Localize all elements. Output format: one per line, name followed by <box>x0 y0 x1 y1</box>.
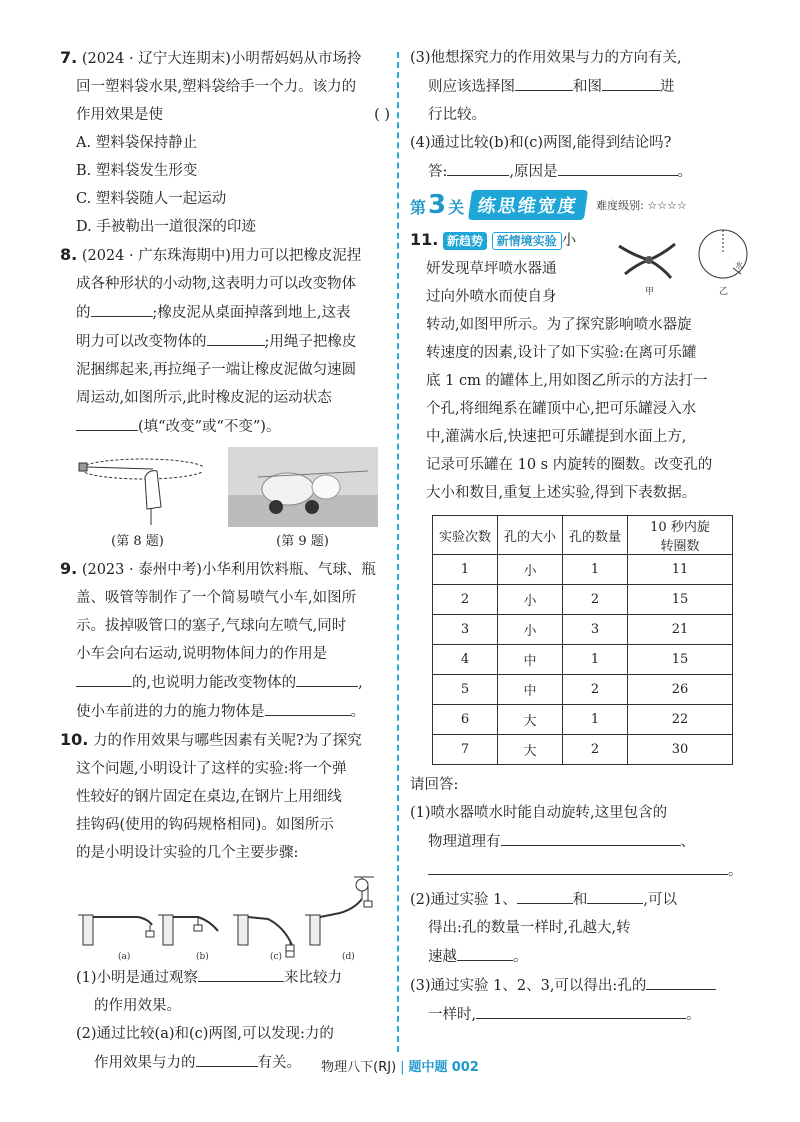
water-label: 水 <box>735 261 743 270</box>
question-number: 9. <box>60 559 78 578</box>
sub-question-text: 作用效果与力的 <box>94 1055 196 1071</box>
question-text: 泥捆绑起来,再拉绳子一端让橡皮泥做匀速圆 <box>76 362 357 378</box>
footer-separator: | <box>400 1060 405 1075</box>
table-cell: 2 <box>433 585 498 615</box>
figure-9 <box>228 447 378 553</box>
section-level <box>410 190 464 220</box>
table-cell: 26 <box>628 675 733 705</box>
question-number: 8. <box>60 245 78 264</box>
table-cell: 2 <box>563 585 628 615</box>
sub-question-text: (2)通过比较(a)和(c)两图,可以发现:力的 <box>76 1026 334 1042</box>
question-text: (填“改变”或“不变”)。 <box>138 419 281 435</box>
table-row <box>433 705 733 735</box>
question-10-continued <box>410 44 755 186</box>
figure-label: (d) <box>342 952 355 962</box>
table-cell: 11 <box>628 555 733 585</box>
question-number: 7. <box>60 48 78 67</box>
figure-label: (a) <box>118 952 131 962</box>
question-text: 成各种形状的小动物,这表明力可以改变物体 <box>76 276 357 292</box>
sprinkler-figures <box>605 224 755 300</box>
table-header-line: 10 秒内旋 <box>650 520 710 535</box>
table-cell: 小 <box>498 555 563 585</box>
answer-blank[interactable] <box>558 157 678 176</box>
table-cell: 1 <box>433 555 498 585</box>
column-divider <box>397 52 399 1052</box>
question-text: 明力可以改变物体的 <box>76 334 207 350</box>
section-header <box>410 190 755 220</box>
figure-b <box>158 915 218 962</box>
table-row <box>433 615 733 645</box>
table-header-row <box>433 516 733 555</box>
table-cell: 30 <box>628 735 733 765</box>
question-text: 妍发现草坪喷水器通 <box>426 261 557 277</box>
option-d[interactable]: D. 手被勒出一道很深的印迹 <box>76 219 256 235</box>
question-text: 小 <box>561 233 577 249</box>
footer-subject: 物理八下(RJ) <box>321 1060 397 1075</box>
table-body <box>433 555 733 765</box>
table-cell: 1 <box>563 705 628 735</box>
answer-blank[interactable] <box>602 72 660 91</box>
question-11 <box>410 226 755 1029</box>
table-cell: 小 <box>498 585 563 615</box>
question-text: 示。拔掉吸管口的塞子,气球向左喷气,同时 <box>76 618 347 634</box>
table-cell: 6 <box>433 705 498 735</box>
left-column <box>60 44 390 1077</box>
figure-8 <box>73 447 203 553</box>
sub-question-text: 速越 <box>428 949 457 965</box>
table-header: 实验次数 <box>433 516 498 555</box>
table-row <box>433 735 733 765</box>
steel-strip-figure <box>78 873 378 963</box>
question-number: 10. <box>60 730 89 749</box>
question-text: 作用效果是使 <box>76 107 163 123</box>
table-cell: 22 <box>628 705 733 735</box>
table-cell: 3 <box>563 615 628 645</box>
sub-question-text: 。 <box>513 949 528 965</box>
question-text: 盖、吸管等制作了一个简易喷气小车,如图所 <box>76 590 357 606</box>
question-text: 底 1 cm 的罐体上,用如图乙所示的方法打一 <box>426 373 708 389</box>
table-cell: 15 <box>628 585 733 615</box>
table-cell: 小 <box>498 615 563 645</box>
question-text: 中,灌满水后,快速把可乐罐提到水面上方, <box>426 429 687 445</box>
table-header <box>628 516 733 555</box>
sub-question-text: 的作用效果。 <box>94 998 181 1014</box>
answer-blank[interactable] <box>76 668 132 687</box>
question-text: 力的作用效果与哪些因素有关呢?为了探究 <box>92 733 362 749</box>
question-text: , <box>358 675 363 691</box>
option-a[interactable]: A. 塑料袋保持静止 <box>76 135 198 151</box>
table-cell: 2 <box>563 675 628 705</box>
sub-question-text: 和图 <box>573 79 602 95</box>
sub-question-text: (1)小明是通过观察 <box>76 970 199 986</box>
sub-question-text: 进 <box>660 79 675 95</box>
question-text: 记录可乐罐在 10 s 内旋转的圈数。改变孔的 <box>426 457 713 473</box>
table-header-line: 转圈数 <box>660 539 700 554</box>
question-text: ;橡皮泥从桌面掉落到地上,这表 <box>152 305 351 321</box>
page-footer <box>0 1056 800 1075</box>
sub-question-text: (4)通过比较(b)和(c)两图,能得到结论吗? <box>410 135 672 151</box>
figure-label: 甲 <box>645 287 655 297</box>
question-text: 。 <box>350 704 365 720</box>
sub-question-text: 、 <box>680 834 695 850</box>
answer-blank[interactable] <box>265 697 351 716</box>
sprinkler-figure-jia <box>619 244 675 297</box>
answer-blank[interactable] <box>517 885 573 904</box>
question-text: 过向外喷水而使自身 <box>426 289 557 305</box>
question-text: 的,也说明力能改变物体的 <box>132 675 297 691</box>
sub-question-text: 。 <box>677 164 692 180</box>
question-number: 11. <box>410 230 439 249</box>
right-column <box>410 44 755 1029</box>
table-cell: 中 <box>498 645 563 675</box>
question-text: 使小车前进的力的施力物体是 <box>76 704 265 720</box>
answer-blank[interactable] <box>207 327 265 346</box>
answer-blank[interactable] <box>501 827 681 846</box>
figure-c <box>233 915 294 962</box>
question-text: 转动,如图甲所示。为了探究影响喷水器旋 <box>426 317 692 333</box>
table-header: 孔的大小 <box>498 516 563 555</box>
sub-question-text: ,可以 <box>643 892 677 908</box>
answer-blank[interactable] <box>447 157 509 176</box>
question-text: 回一塑料袋水果,塑料袋给手一个力。该力的 <box>76 79 357 95</box>
question-text: 挂钩码(使用的钩码规格相同)。如图所示 <box>76 817 334 833</box>
sub-question-text: (1)喷水器喷水时能自动旋转,这里包含的 <box>410 805 668 821</box>
answer-blank[interactable] <box>587 885 643 904</box>
sub-question-text: 。 <box>686 1007 701 1023</box>
sub-question-text: (3)他想探究力的作用效果与力的方向有关, <box>410 50 682 66</box>
table-row <box>433 645 733 675</box>
answer-blank[interactable] <box>76 412 138 431</box>
footer-brand: 题中题 <box>408 1060 448 1075</box>
table-cell: 4 <box>433 645 498 675</box>
section-title: 练思维宽度 <box>468 190 588 220</box>
table-cell: 1 <box>563 645 628 675</box>
difficulty-rating: 难度级别: ☆☆☆☆ <box>596 199 687 212</box>
experiment-tag: 新情境实验 <box>492 232 562 250</box>
question-text: 的 <box>76 305 91 321</box>
figure-label: (c) <box>270 952 283 962</box>
sub-question-text: 。 <box>728 863 743 879</box>
table-cell: 7 <box>433 735 498 765</box>
trend-tag: 新趋势 <box>443 232 487 250</box>
table-cell: 大 <box>498 705 563 735</box>
option-c[interactable]: C. 塑料袋随人一起运动 <box>76 191 227 207</box>
question-text: 请回答: <box>410 777 459 793</box>
figure-a <box>78 915 154 962</box>
table-row <box>433 585 733 615</box>
answer-blank[interactable] <box>476 1000 686 1019</box>
question-10 <box>60 726 390 1077</box>
question-text: (2024 · 广东珠海期中)用力可以把橡皮泥捏 <box>81 248 362 264</box>
question-text: 个孔,将细绳系在罐顶中心,把可乐罐浸入水 <box>426 401 697 417</box>
sub-question-text: 得出:孔的数量一样时,孔越大,转 <box>428 920 631 936</box>
level-suffix: 关 <box>448 198 465 217</box>
level-prefix: 第 <box>410 198 427 217</box>
answer-paren[interactable]: ( ) <box>374 107 390 123</box>
question-text: 性较好的钢片固定在桌边,在钢片上用细线 <box>76 789 342 805</box>
sub-question-text: (3)通过实验 1、2、3,可以得出:孔的 <box>410 978 647 994</box>
question-text: 的是小明设计实验的几个主要步骤: <box>76 845 299 861</box>
table-cell: 大 <box>498 735 563 765</box>
sub-question-text: (2)通过实验 1、 <box>410 892 517 908</box>
table-cell: 3 <box>433 615 498 645</box>
answer-blank[interactable] <box>91 298 153 317</box>
answer-blank[interactable] <box>457 942 513 961</box>
question-text: (2023 · 泰州中考)小华利用饮料瓶、气球、瓶 <box>81 562 376 578</box>
rotating-clay-illustration <box>73 447 203 527</box>
question-text: ;用绳子把橡皮 <box>264 334 357 350</box>
sub-question-text: 一样时, <box>428 1007 477 1023</box>
sub-question-text: 行比较。 <box>428 107 486 123</box>
sub-question-text: 物理道理有 <box>428 834 501 850</box>
option-b[interactable]: B. 塑料袋发生形变 <box>76 163 198 179</box>
sub-question-text: 答: <box>428 164 448 180</box>
figures-8-9 <box>60 447 390 553</box>
table-cell: 21 <box>628 615 733 645</box>
answer-blank[interactable] <box>515 72 573 91</box>
jet-car-photo <box>228 447 378 527</box>
figure-label: 乙 <box>719 287 729 297</box>
question-7 <box>60 44 390 241</box>
answer-blank[interactable] <box>296 668 358 687</box>
sub-question-text: 来比较力 <box>284 970 343 986</box>
sprinkler-figure-yi <box>699 230 747 297</box>
table-cell: 15 <box>628 645 733 675</box>
question-text: 大小和数目,重复上述实验,得到下表数据。 <box>426 485 697 501</box>
table-header: 孔的数量 <box>563 516 628 555</box>
sub-question-text: ,原因是 <box>509 164 558 180</box>
page-number: 002 <box>451 1060 479 1075</box>
sub-question-text: 则应该选择图 <box>428 79 515 95</box>
question-8 <box>60 241 390 553</box>
level-number: 3 <box>428 190 447 220</box>
figure-d <box>305 877 374 962</box>
question-text: 转速度的因素,设计了如下实验:在离可乐罐 <box>426 345 697 361</box>
question-text: 小车会向右运动,说明物体间力的作用是 <box>76 646 328 662</box>
question-text: (2024 · 辽宁大连期末)小明帮妈妈从市场拎 <box>81 51 362 67</box>
table-row <box>433 675 733 705</box>
answer-blank[interactable] <box>198 963 284 982</box>
question-text: 这个问题,小明设计了这样的实验:将一个弹 <box>76 761 347 777</box>
table-cell: 1 <box>563 555 628 585</box>
sub-question-text: 和 <box>572 892 588 908</box>
table-cell: 5 <box>433 675 498 705</box>
question-9 <box>60 555 390 726</box>
question-text: 周运动,如图所示,此时橡皮泥的运动状态 <box>76 390 332 406</box>
answer-blank[interactable] <box>646 971 716 990</box>
table-cell: 中 <box>498 675 563 705</box>
answer-blank[interactable] <box>428 856 728 875</box>
table-cell: 2 <box>563 735 628 765</box>
figure-caption: (第 8 题) <box>111 534 164 549</box>
figure-caption: (第 9 题) <box>276 534 329 549</box>
sub-question-text: 有关。 <box>257 1055 301 1071</box>
data-table <box>432 515 733 765</box>
figure-label: (b) <box>196 952 209 962</box>
table-row <box>433 555 733 585</box>
